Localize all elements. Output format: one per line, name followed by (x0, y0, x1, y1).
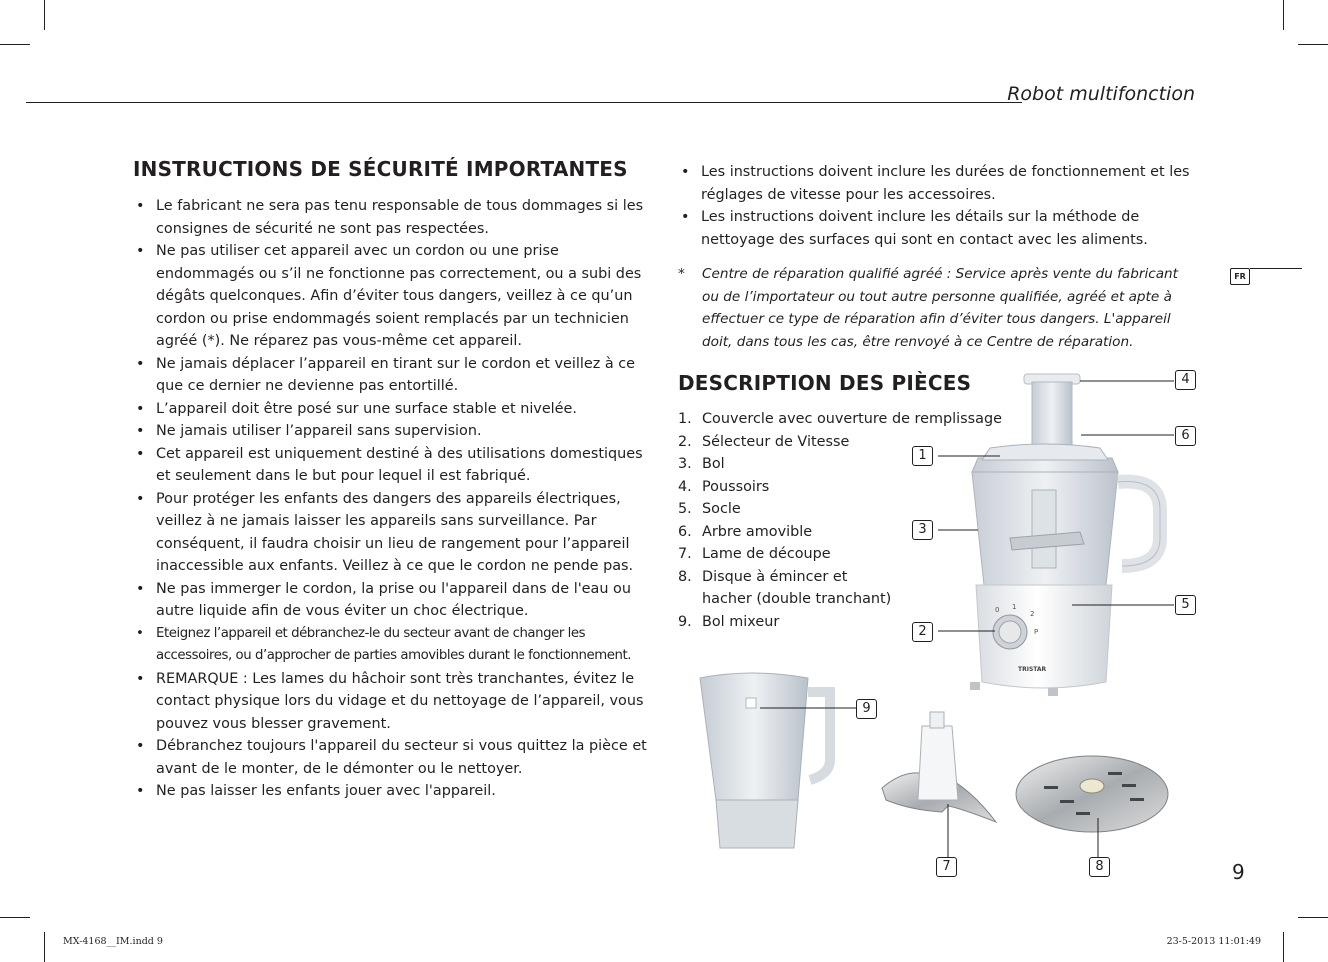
callout-3: 3 (912, 520, 933, 540)
list-item: 5. Socle (678, 501, 741, 517)
bullet-icon: • (136, 445, 145, 462)
list-item: • Ne pas laisser les enfants jouer avec l'appareil. (133, 780, 649, 803)
list-item: • Ne pas utiliser cet appareil avec un cordon ou une prise endommagés ou s’il ne fonctionne pas correctement, ou a subi des dégâts quelconques. Afin d’éviter tous dangers, veillez à ce qu’un cordon ou prise endommagés soient remplacés par un technicien agréé (*). Ne réparez pas vous-même cet appareil. (133, 240, 649, 353)
list-item: • Eteignez l’appareil et débranchez-le du secteur avant de changer les accessoires, ou d’approcher de parties amovibles durant le fonctionnement. (133, 623, 649, 668)
dial-mark: 0 (995, 606, 1000, 614)
footnote-text: Centre de réparation qualifié agréé : Service après vente du fabricant ou de l’importateur ou tout autre personne qualifiée, agréé et apte à effectuer ce type de réparation afin d’éviter tous dangers. L'appareil doit, dans tous les cas, être renvoyé à ce Centre de réparation. (702, 266, 1179, 350)
parts-section-title: DESCRIPTION DES PIÈCES (678, 371, 972, 395)
crop-mark (1298, 44, 1328, 45)
bullet-icon: • (136, 198, 145, 214)
callout-7: 7 (936, 857, 957, 877)
bullet-icon: • (136, 243, 145, 259)
crop-mark (44, 0, 45, 30)
bullet-icon: • (136, 783, 145, 799)
crop-mark (0, 44, 30, 45)
list-item: • REMARQUE : Les lames du hâchoir sont très tranchantes, évitez le contact physique lors du vidage et du nettoyage de l’appareil, vous pouvez vous blesser gravement. (133, 668, 649, 736)
dial-mark: P (1034, 628, 1039, 636)
list-item: 3. Bol (678, 456, 725, 472)
crop-mark (44, 932, 45, 962)
list-item: 1. Couvercle avec ouverture de remplissage (678, 411, 1002, 427)
crop-mark (1283, 0, 1284, 30)
callout-1: 1 (912, 446, 933, 466)
brand-mark: TRISTAR (1018, 666, 1047, 673)
dial-mark: 1 (1012, 603, 1017, 611)
blender-jug (700, 673, 830, 848)
repair-footnote (678, 263, 1198, 353)
list-item: • Ne jamais déplacer l’appareil en tirant sur le cordon et veillez à ce que ce dernier ne devienne pas entortillé. (133, 353, 649, 398)
language-tab-rule (1250, 268, 1302, 269)
header-rule (26, 102, 1022, 103)
list-item: • Ne pas immerger le cordon, la prise ou l'appareil dans de l'eau ou autre liquide afin de vous éviter un choc électrique. (133, 578, 649, 623)
safety-section-title: INSTRUCTIONS DE SÉCURITÉ IMPORTANTES (133, 157, 628, 181)
list-item: • L’appareil doit être posé sur une surface stable et nivelée. (133, 398, 649, 421)
bullet-icon: • (136, 423, 145, 439)
bullet-icon: • (136, 580, 145, 597)
bullet-icon: • (681, 209, 690, 225)
footnote-marker: * (678, 266, 685, 282)
list-item: • Le fabricant ne sera pas tenu responsable de tous dommages si les consignes de sécurité ne sont pas respectées. (133, 195, 649, 240)
safety-list (133, 195, 649, 803)
slicing-disc (1016, 756, 1168, 832)
slug-file: MX-4168__IM.indd 9 (63, 936, 163, 947)
instructions-list (678, 161, 1198, 251)
list-item: • Les instructions doivent inclure les détails sur la méthode de nettoyage des surfaces qui sont en contact avec les aliments. (678, 206, 1198, 251)
slug-date: 23-5-2013 11:01:49 (1166, 936, 1261, 947)
crop-mark (0, 917, 30, 918)
bullet-icon: • (681, 164, 690, 180)
list-item: 6. Arbre amovible (678, 523, 813, 540)
crop-mark (1298, 917, 1328, 918)
bullet-icon: • (136, 490, 145, 507)
list-item: 8. Disque à émincer et (678, 568, 848, 585)
page-number: 9 (1232, 860, 1245, 884)
bullet-icon: • (136, 625, 144, 641)
list-item: • Ne jamais utiliser l’appareil sans supervision. (133, 420, 649, 443)
food-processor-illustration (660, 360, 1220, 890)
bowl (972, 472, 1160, 585)
bullet-icon: • (136, 738, 145, 754)
list-item: hacher (double tranchant) (702, 591, 892, 607)
language-tab (1230, 268, 1300, 286)
list-item: • Pour protéger les enfants des dangers des appareils électriques, veillez à ne jamais laisser les appareils sans surveillance. Par conséquent, il faudra choisir un lieu de rangement pour l’appareil inaccessible aux enfants. Veillez à ce que le cordon ne pende pas. (133, 488, 649, 578)
list-item: 7. Lame de découpe (678, 546, 831, 562)
bullet-icon: • (136, 400, 145, 417)
list-item: 2. Sélecteur de Vitesse (678, 433, 850, 450)
list-item: • Les instructions doivent inclure les durées de fonctionnement et les réglages de vitesse pour les accessoires. (678, 161, 1198, 206)
running-header-title: Robot multifonction (1007, 83, 1195, 105)
bullet-icon: • (136, 670, 145, 687)
list-item: • Cet appareil est uniquement destiné à des utilisations domestiques et seulement dans le but pour lequel il est fabriqué. (133, 443, 649, 488)
callout-5: 5 (1175, 595, 1196, 615)
callout-4: 4 (1175, 370, 1196, 390)
bullet-icon: • (136, 355, 145, 372)
callout-6: 6 (1175, 426, 1196, 446)
dial-mark: 2 (1030, 610, 1035, 618)
callout-8: 8 (1089, 857, 1110, 877)
lid (972, 444, 1118, 472)
language-tab-label: FR (1230, 268, 1250, 285)
callout-2: 2 (912, 622, 933, 642)
list-item: • Débranchez toujours l'appareil du secteur si vous quittez la pièce et avant de le monter, de le démonter ou le nettoyer. (133, 735, 649, 780)
list-item: 9. Bol mixeur (678, 613, 780, 630)
list-item: 4. Poussoirs (678, 478, 770, 495)
callout-9: 9 (856, 699, 877, 719)
crop-mark (1283, 932, 1284, 962)
cutting-blade (882, 712, 996, 822)
base (970, 585, 1112, 696)
